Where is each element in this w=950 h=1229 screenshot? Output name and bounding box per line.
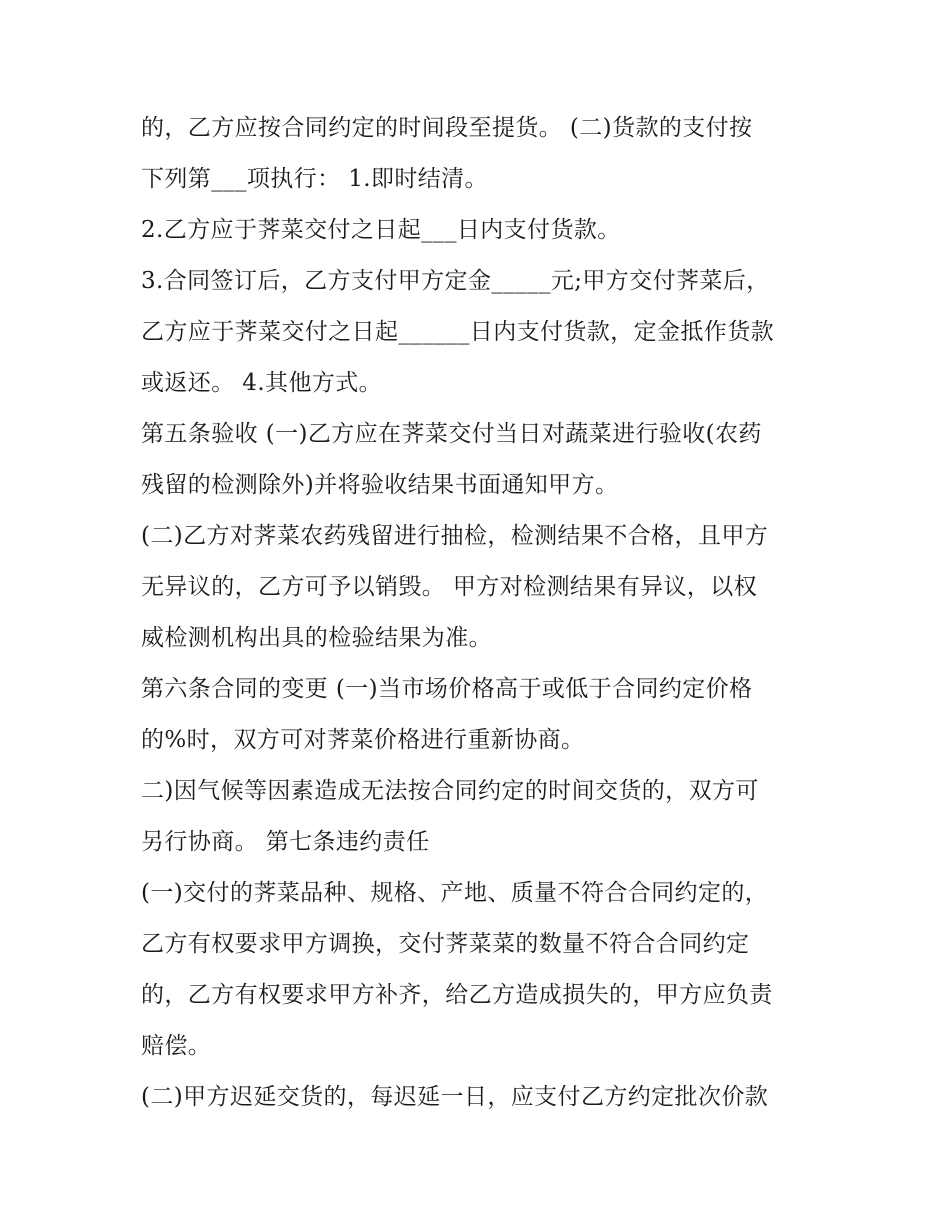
text-line: 乙方有权要求甲方调换，交付荠菜菜的数量不符合合同约定 <box>141 931 750 957</box>
text-line: 另行协商。 第七条违约责任 <box>141 829 430 855</box>
document-body <box>141 103 821 1123</box>
text-line: 的%时，双方可对荠菜价格进行重新协商。 <box>141 727 585 753</box>
text-line: 无异议的，乙方可予以销毁。 甲方对检测结果有异议，以权 <box>141 574 758 600</box>
text-line: 二)因气候等因素造成无法按合同约定的时间交货的，双方可 <box>141 778 759 804</box>
text-line: (二)乙方对荠菜农药残留进行抽检，检测结果不合格，且甲方 <box>141 523 769 549</box>
text-line: 第六条合同的变更 (一)当市场价格高于或低于合同约定价格 <box>141 676 753 702</box>
text-line: 残留的检测除外)并将验收结果书面通知甲方。 <box>141 472 619 498</box>
text-line: 下列第___项执行： 1.即时结清。 <box>141 166 488 192</box>
text-line: 乙方应于荠菜交付之日起______日内支付货款，定金抵作货款 <box>141 319 774 345</box>
text-line: 的，乙方应按合同约定的时间段至提货。 (二)货款的支付按 <box>141 115 753 141</box>
text-line: 第五条验收 (一)乙方应在荠菜交付当日对蔬菜进行验收(农药 <box>141 421 762 447</box>
text-line: 或返还。 4.其他方式。 <box>141 370 383 396</box>
text-line: 3.合同签订后，乙方支付甲方定金_____元;甲方交付荠菜后， <box>141 268 770 294</box>
text-line: (一)交付的荠菜品种、规格、产地、质量不符合合同约定的， <box>141 880 769 906</box>
text-line: 的，乙方有权要求甲方补齐，给乙方造成损失的，甲方应负责 <box>141 982 773 1008</box>
text-line: (二)甲方迟延交货的，每迟延一日，应支付乙方约定批次价款 <box>141 1084 769 1110</box>
text-line: 赔偿。 <box>141 1033 212 1059</box>
text-line: 威检测机构出具的检验结果为准。 <box>141 625 492 651</box>
text-line: 2.乙方应于荠菜交付之日起___日内支付货款。 <box>141 217 621 243</box>
